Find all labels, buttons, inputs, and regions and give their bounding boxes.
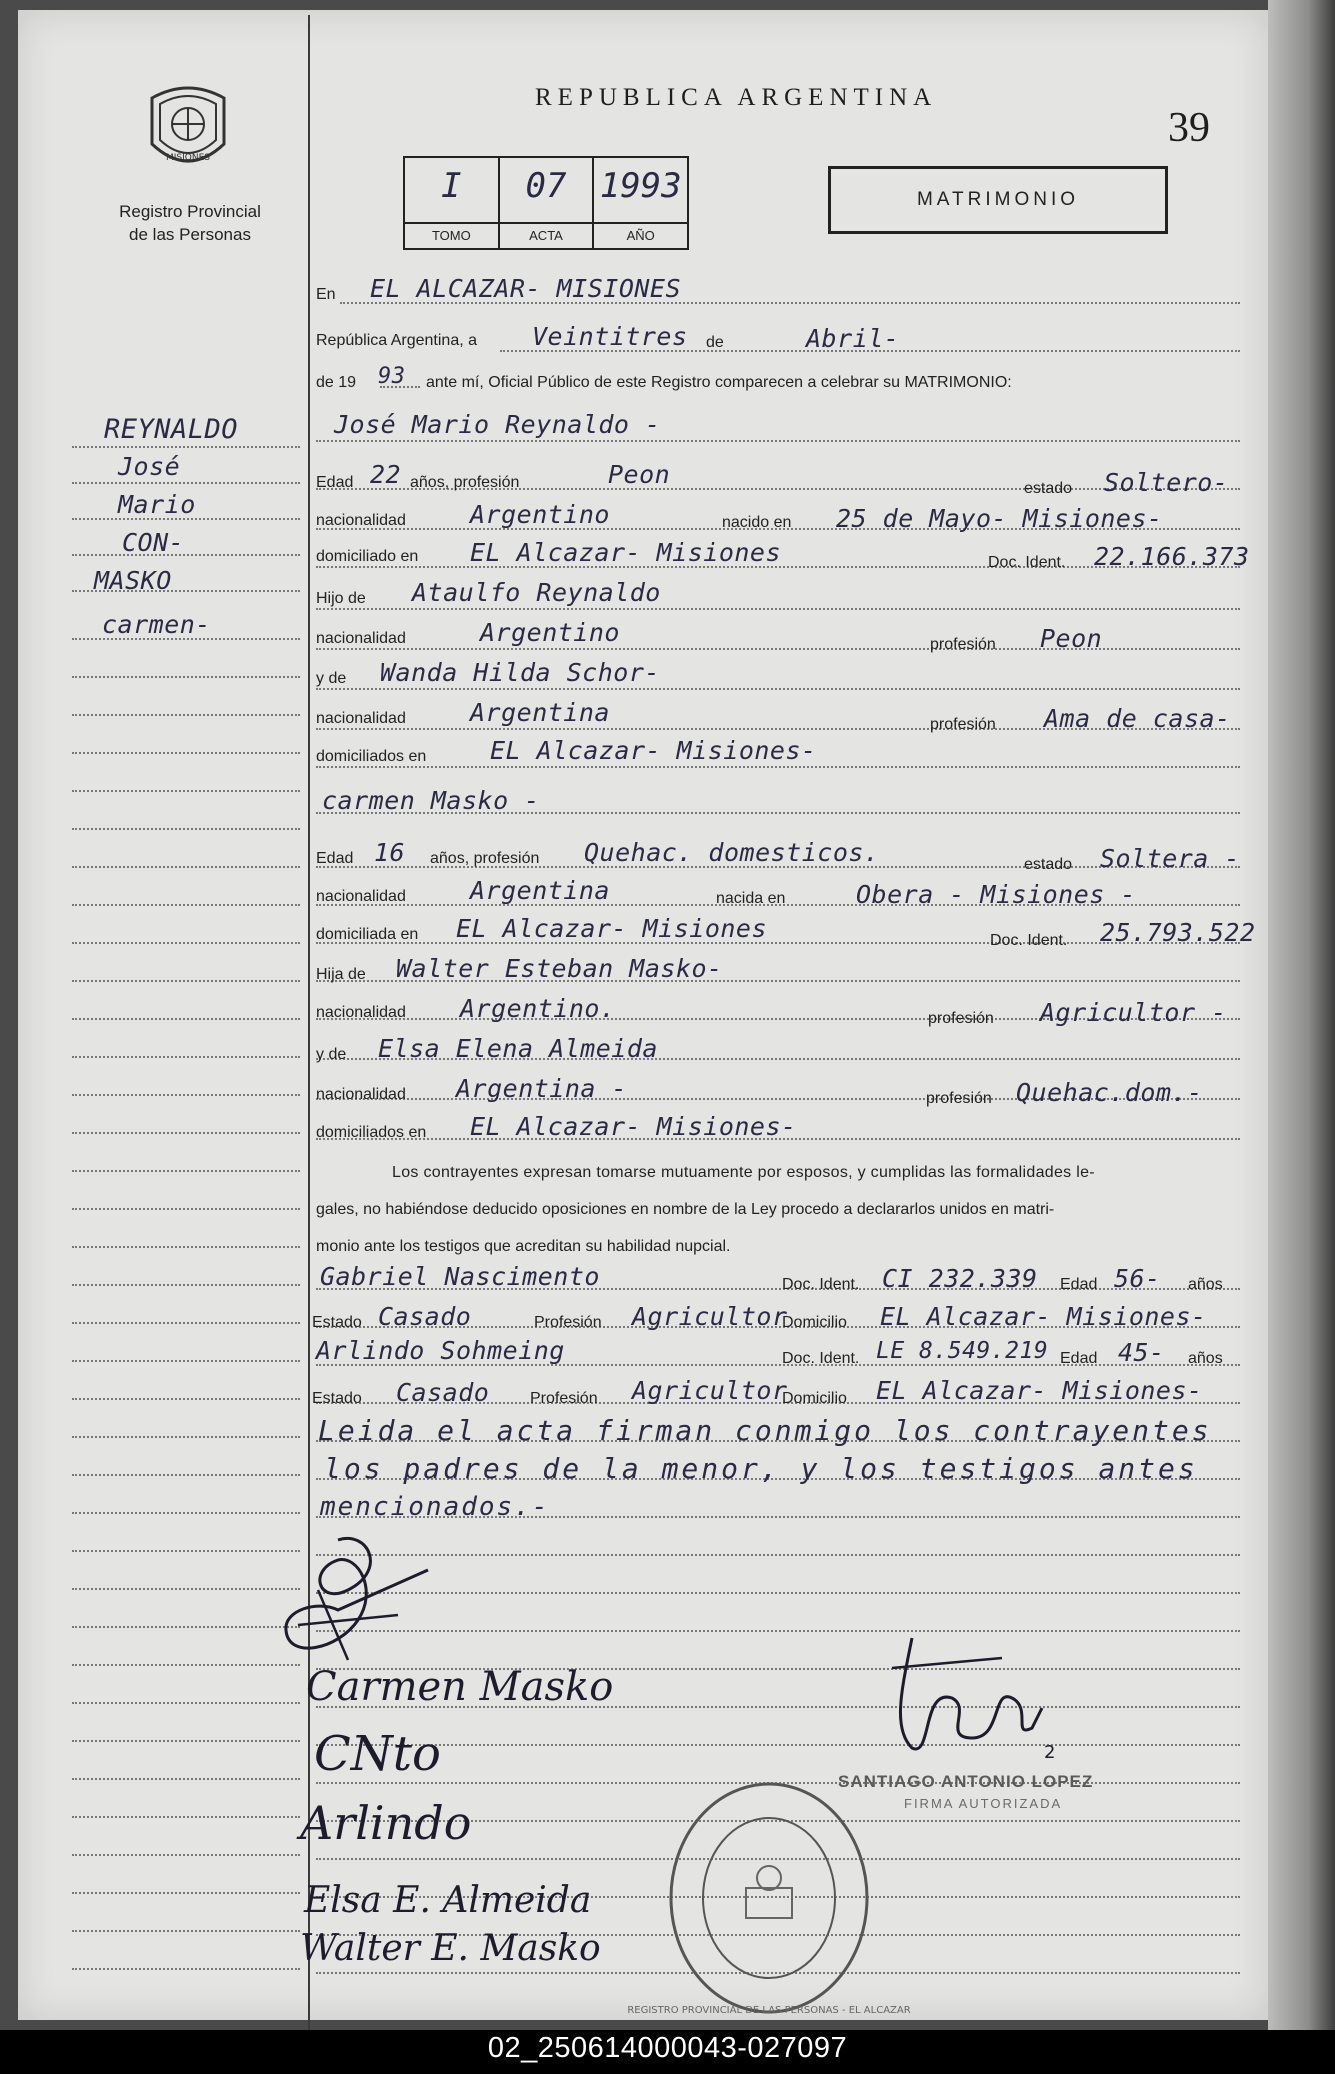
form-line: [316, 1554, 1240, 1556]
groom-mother-profession: Ama de casa-: [1044, 704, 1231, 733]
groom-name: José Mario Reynaldo -: [334, 410, 661, 439]
witness2-anos-label: años: [1188, 1350, 1223, 1367]
month-value: Abril-: [806, 324, 900, 353]
year-prefix: de 19: [316, 374, 357, 391]
tomo-cell: [405, 158, 500, 248]
groom-doc-label: Doc. Ident.: [988, 554, 1066, 571]
official-title: FIRMA AUTORIZADA: [904, 1796, 1063, 1811]
groom-address: EL Alcazar- Misiones: [470, 538, 782, 567]
form-line: [316, 1592, 1240, 1594]
ano-value: 1993: [599, 166, 682, 206]
bride-father-prof-label: profesión: [928, 1010, 994, 1027]
margin-line: [72, 1778, 300, 1780]
groom-birthplace: 25 de Mayo- Misiones-: [836, 504, 1163, 533]
margin-divider: [308, 15, 310, 2030]
registry-box: [403, 156, 689, 250]
witness2-estado: Casado: [396, 1378, 490, 1407]
margin-line: [72, 1056, 300, 1058]
bride-mother-prof-label: profesión: [926, 1090, 992, 1107]
groom-estado: Soltero-: [1104, 468, 1229, 497]
seal-text: MISIONES: [165, 153, 211, 163]
margin-line: [72, 1816, 300, 1818]
margin-line: [72, 1284, 300, 1286]
margin-line: [72, 1398, 300, 1400]
groom-hijo-label: Hijo de: [316, 590, 366, 607]
bride-father: Walter Esteban Masko-: [396, 954, 723, 983]
witness1-doc: CI 232.339: [882, 1264, 1038, 1293]
bride-yde-label: y de: [316, 1046, 347, 1063]
groom-mother-nationality: Argentina: [470, 698, 610, 727]
ano-label: AÑO: [594, 222, 687, 248]
form-line: [316, 440, 1240, 442]
groom-dom-label: domiciliado en: [316, 548, 419, 565]
groom-age: 22: [370, 460, 402, 489]
margin-line: [72, 1968, 300, 1970]
margin-surname: REYNALDO: [104, 414, 239, 445]
witness2-prof-label: Profesión: [530, 1390, 598, 1407]
closing-line1: Leida el acta firman conmigo los contrayentes: [318, 1414, 1212, 1447]
witness1-age: 56-: [1114, 1264, 1161, 1293]
registry-name: [90, 200, 290, 246]
bride-mother-nat-label: nacionalidad: [316, 1086, 406, 1103]
bride-estado-label: estado: [1024, 856, 1073, 873]
margin-line: [72, 1094, 300, 1096]
margin-line: [72, 1550, 300, 1552]
witness1-anos-label: años: [1188, 1276, 1223, 1293]
margin-line: [72, 714, 300, 716]
republic-label: República Argentina, a: [316, 332, 477, 349]
groom-father-nat-label: nacionalidad: [316, 630, 406, 647]
witness2-doc-label: Doc. Ident.: [782, 1350, 860, 1367]
margin-line: [72, 752, 300, 754]
groom-parents-address: EL Alcazar- Misiones-: [490, 736, 817, 765]
groom-father-nationality: Argentino: [480, 618, 620, 647]
margin-line: [72, 1740, 300, 1742]
form-line: [316, 766, 1240, 768]
bride-profession: Quehac. domesticos.: [584, 838, 880, 867]
margin-line: [72, 1664, 300, 1666]
margin-line: [72, 1360, 300, 1362]
groom-father-profession: Peon: [1040, 624, 1103, 653]
witness1-prof-label: Profesión: [534, 1314, 602, 1331]
bride-doc: 25.793.522: [1100, 918, 1256, 947]
margin-line: [72, 1588, 300, 1590]
tomo-label: TOMO: [405, 222, 498, 248]
declaration-line2: gales, no habiéndose deducido oposiciones en nombre de la Ley procedo a declararlos unidos en matri-: [316, 1201, 1055, 1218]
margin-given-2: Mario: [118, 490, 196, 519]
country-title: REPUBLICA ARGENTINA: [535, 84, 938, 111]
margin-line: [72, 1018, 300, 1020]
witness1-dom-label: Domicilio: [782, 1314, 847, 1331]
groom-mother: Wanda Hilda Schor-: [380, 658, 660, 687]
footer-code: 02_250614000043-027097: [487, 2032, 848, 2064]
bride-name: carmen Masko -: [322, 786, 540, 815]
margin-line: [72, 1436, 300, 1438]
bride-estado: Soltera -: [1100, 844, 1240, 873]
groom-nacido-label: nacido en: [722, 514, 792, 531]
margin-line: [72, 1322, 300, 1324]
groom-father: Ataulfo Reynaldo: [412, 578, 661, 607]
margin-line: [72, 1208, 300, 1210]
bride-nat-label: nacionalidad: [316, 888, 406, 905]
margin-line: [72, 790, 300, 792]
bride-father-profession: Agricultor -: [1040, 998, 1227, 1027]
bride-parents-dom-label: domiciliados en: [316, 1124, 427, 1141]
bride-dom-label: domiciliada en: [316, 926, 419, 943]
stamp-text: REGISTRO PROVINCIAL DE LAS PERSONAS - EL ALCAZAR: [627, 2005, 911, 2016]
groom-mother-prof-label: profesión: [930, 716, 996, 733]
margin-line: [72, 1930, 300, 1932]
witness2-address: EL Alcazar- Misiones-: [876, 1376, 1203, 1405]
margin-line: [72, 980, 300, 982]
witness2-doc: LE 8.549.219: [876, 1338, 1049, 1364]
margin-line: [72, 676, 300, 678]
margin-given-1: José: [118, 452, 181, 481]
groom-parents-dom-label: domiciliados en: [316, 748, 427, 765]
closing-line3: mencionados.-: [320, 1492, 550, 1522]
margin-line: [72, 1892, 300, 1894]
groom-signature-icon: [278, 1530, 438, 1680]
tomo-value: I: [441, 166, 462, 206]
witness2-signature: Arlindo: [300, 1796, 472, 1850]
witness1-profession: Agricultor: [632, 1302, 788, 1331]
groom-nationality: Argentino: [470, 500, 610, 529]
margin-line: [72, 828, 300, 830]
form-line: [316, 1630, 1240, 1632]
bride-father-nat-label: nacionalidad: [316, 1004, 406, 1021]
bride-mother-nationality: Argentina -: [456, 1074, 628, 1103]
svg-text:2: 2: [1044, 1742, 1056, 1763]
margin-line: [72, 1132, 300, 1134]
groom-father-prof-label: profesión: [930, 636, 996, 653]
groom-nat-label: nacionalidad: [316, 512, 406, 529]
year-suffix: 93: [378, 364, 406, 389]
witness2-age: 45-: [1118, 1338, 1165, 1367]
witness2-estado-label: Estado: [312, 1390, 362, 1407]
closing-line2: los padres de la menor, y los testigos antes: [324, 1452, 1198, 1485]
bride-nationality: Argentina: [470, 876, 610, 905]
acta-cell: [500, 158, 595, 248]
witness1-signature: CNto: [314, 1726, 441, 1782]
mother-signature: Elsa E. Almeida: [304, 1880, 592, 1921]
bride-mother-profession: Quehac.dom.-: [1016, 1078, 1203, 1107]
declaration-line3: monio ante los testigos que acreditan su habilidad nupcial.: [316, 1238, 731, 1255]
margin-line: [72, 482, 300, 484]
margin-line: [72, 1702, 300, 1704]
acta-value: 07: [525, 166, 567, 206]
registry-line2: de las Personas: [129, 225, 251, 244]
bride-age: 16: [374, 838, 406, 867]
bride-father-nationality: Argentino.: [460, 994, 616, 1023]
margin-con: CON-: [122, 528, 185, 557]
witness1-edad-label: Edad: [1060, 1276, 1098, 1293]
margin-line: [72, 942, 300, 944]
bride-mother: Elsa Elena Almeida: [378, 1034, 658, 1063]
official-name: SANTIAGO ANTONIO LOPEZ: [838, 1772, 1094, 1791]
margin-bride-surname: MASKO: [94, 566, 172, 595]
margin-line: [72, 1854, 300, 1856]
groom-mother-nat-label: nacionalidad: [316, 710, 406, 727]
witness1-address: EL Alcazar- Misiones-: [880, 1302, 1207, 1331]
father-signature: Walter E. Masko: [300, 1928, 601, 1969]
form-line: [316, 688, 1240, 690]
certificate-type: MATRIMONIO: [828, 166, 1168, 234]
official-signature-icon: [882, 1628, 1062, 1768]
margin-line: [72, 1626, 300, 1628]
witness2-dom-label: Domicilio: [782, 1390, 847, 1407]
bride-nacida-label: nacida en: [716, 890, 786, 907]
groom-edad-label: Edad: [316, 474, 354, 491]
margin-line: [72, 1474, 300, 1476]
official-stamp-icon: [627, 1778, 911, 2018]
margin-line: [72, 446, 300, 448]
margin-line: [72, 1512, 300, 1514]
witness2-profession: Agricultor: [632, 1376, 788, 1405]
page-number: 39: [1168, 105, 1210, 151]
provincial-seal-icon: [142, 80, 234, 180]
witness1-estado: Casado: [378, 1302, 472, 1331]
en-label: En: [316, 286, 336, 303]
witness1-estado-label: Estado: [312, 1314, 362, 1331]
margin-line: [72, 866, 300, 868]
groom-doc: 22.166.373: [1094, 542, 1250, 571]
witness2-name: Arlindo Sohmeing: [316, 1336, 565, 1365]
groom-profession: Peon: [608, 460, 671, 489]
bride-address: EL Alcazar- Misiones: [456, 914, 768, 943]
margin-line: [72, 1246, 300, 1248]
groom-profesion-label: años, profesión: [410, 474, 520, 491]
groom-estado-label: estado: [1024, 480, 1073, 497]
day-value: Veintitres: [532, 322, 688, 351]
bride-edad-label: Edad: [316, 850, 354, 867]
witness2-edad-label: Edad: [1060, 1350, 1098, 1367]
bride-doc-label: Doc. Ident.: [990, 932, 1068, 949]
witness1-name: Gabriel Nascimento: [320, 1262, 600, 1291]
book-edge: [1268, 0, 1335, 2030]
margin-line: [72, 904, 300, 906]
place-value: EL ALCAZAR- MISIONES: [370, 274, 682, 303]
form-line: [316, 1744, 1240, 1746]
margin-line: [72, 554, 300, 556]
declaration-line1: Los contrayentes expresan tomarse mutuamente por esposos, y cumplidas las formalidades le-: [392, 1164, 1095, 1181]
margin-line: [72, 1170, 300, 1172]
registry-line1: Registro Provincial: [119, 202, 261, 221]
bride-profesion-label: años, profesión: [430, 850, 540, 867]
witness1-doc-label: Doc. Ident.: [782, 1276, 860, 1293]
bride-hija-label: Hija de: [316, 966, 366, 983]
bride-birthplace: Obera - Misiones -: [856, 880, 1136, 909]
intro-text: ante mí, Oficial Público de este Registro comparecen a celebrar su MATRIMONIO:: [426, 374, 1012, 391]
bride-parents-address: EL Alcazar- Misiones-: [470, 1112, 797, 1141]
ano-cell: [594, 158, 687, 248]
form-line: [316, 608, 1240, 610]
acta-label: ACTA: [500, 222, 593, 248]
de-label: de: [706, 334, 724, 351]
bride-signature: Carmen Masko: [306, 1664, 614, 1710]
margin-bride-given: carmen-: [102, 610, 211, 639]
groom-yde-label: y de: [316, 670, 347, 687]
